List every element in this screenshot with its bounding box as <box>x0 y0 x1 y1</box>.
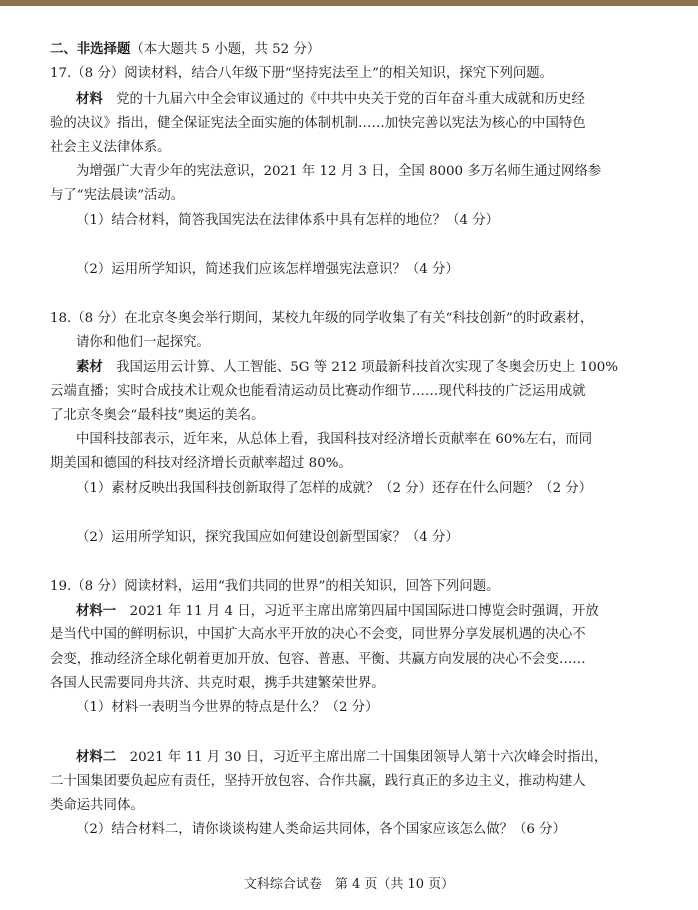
top-decorative-bar <box>0 0 698 6</box>
q17-sub-question-1: （1）结合材料，简答我国宪法在法律体系中具有怎样的地位？（4 分） <box>76 213 500 228</box>
q19-stem: 19.（8 分）阅读材料，运用“我们共同的世界”的相关知识，回答下列问题。 <box>50 579 500 594</box>
q17-stem: 17.（8 分）阅读材料，结合八年级下册“坚持宪法至上”的相关知识，探究下列问题。 <box>50 66 554 81</box>
q18-material-line-2: 云端直播；实时合成技术让观众也能看清运动员比赛动作细节……现代科技的广泛运用成就 <box>50 384 586 399</box>
q19-material2-label: 材料二 <box>76 749 117 765</box>
q19-material1-line-2: 是当代中国的鲜明标识，中国扩大高水平开放的决心不会变，同世界分享发展机遇的决心不 <box>50 627 586 642</box>
q18-material-line-3: 了北京冬奥会“最科技”奥运的美名。 <box>50 408 265 423</box>
q18-material-line-1: 素材 我国运用云计算、人工智能、5G 等 212 项最新科技首次实现了冬奥会历史上 100% <box>76 359 618 375</box>
section-note: （本大题共 5 小题，共 52 分） <box>130 42 321 57</box>
q19-material1-line-3: 会变，推动经济全球化朝着更加开放、包容、普惠、平衡、共赢方向发展的决心不会变…… <box>50 652 586 667</box>
q18-sub-question-1: （1）素材反映出我国科技创新取得了怎样的成就？（2 分）还存在什么问题？（2 分） <box>76 481 593 496</box>
q17-material-line-2: 验的决议》指出，健全保证宪法全面实施的体制机制……加快完善以宪法为核心的中国特色 <box>50 116 586 131</box>
page-footer: 文科综合试卷 第 4 页（共 10 页） <box>243 877 455 892</box>
q18-sub-question-2: （2）运用所学知识，探究我国应如何建设创新型国家？（4 分） <box>76 530 459 545</box>
q18-stem-line-2: 请你和他们一起探究。 <box>76 335 210 350</box>
q18-para2-line-1: 中国科技部表示，近年来，从总体上看，我国科技对经济增长贡献率在 60%左右，而同 <box>76 432 593 447</box>
q19-material2-line-3: 类命运共同体。 <box>50 798 144 813</box>
section-title: 二、非选择题 <box>50 41 131 57</box>
q18-stem-line-1: 18.（8 分）在北京冬奥会举行期间，某校九年级的同学收集了有关“科技创新”的时政素材， <box>50 311 594 326</box>
q17-sub-question-2: （2）运用所学知识，简述我们应该怎样增强宪法意识？（4 分） <box>76 262 459 277</box>
q17-material-line-1: 材料 党的十九届六中全会审议通过的《中共中央关于党的百年奋斗重大成就和历史经 <box>76 91 585 107</box>
section-heading <box>50 39 320 60</box>
q18-para2-line-2: 期美国和德国的科技对经济增长贡献率超过 80%。 <box>50 456 352 471</box>
q19-material2-line-1: 材料二 2021 年 11 月 30 日，习近平主席出席二十国集团领导人第十六次峰会时指出， <box>76 749 608 765</box>
q19-material1-label: 材料一 <box>76 603 117 619</box>
q18-material-label: 素材 <box>76 359 103 375</box>
q17-para2-line-2: 与了“宪法晨读”活动。 <box>50 188 185 203</box>
q19-material2-line-2: 二十国集团要负起应有责任，坚持开放包容、合作共赢，践行真正的多边主义，推动构建人 <box>50 774 586 789</box>
q19-material1-line-4: 各国人民需要同舟共济、共克时艰，携手共建繁荣世界。 <box>50 676 385 691</box>
q17-para2-line-1: 为增强广大青少年的宪法意识，2021 年 12 月 3 日，全国 8000 多万名师生通过网络参 <box>76 164 602 179</box>
q19-material1-line-1: 材料一 2021 年 11 月 4 日，习近平主席出席第四届中国国际进口博览会时强调，开放 <box>76 603 599 619</box>
q17-material-label: 材料 <box>76 91 103 107</box>
q17-material-line-3: 社会主义法律体系。 <box>50 140 171 155</box>
q19-sub-question-1: （1）材料一表明当今世界的特点是什么？（2 分） <box>76 700 379 715</box>
q19-sub-question-2: （2）结合材料二，请你谈谈构建人类命运共同体，各个国家应该怎么做？（6 分） <box>76 822 566 837</box>
